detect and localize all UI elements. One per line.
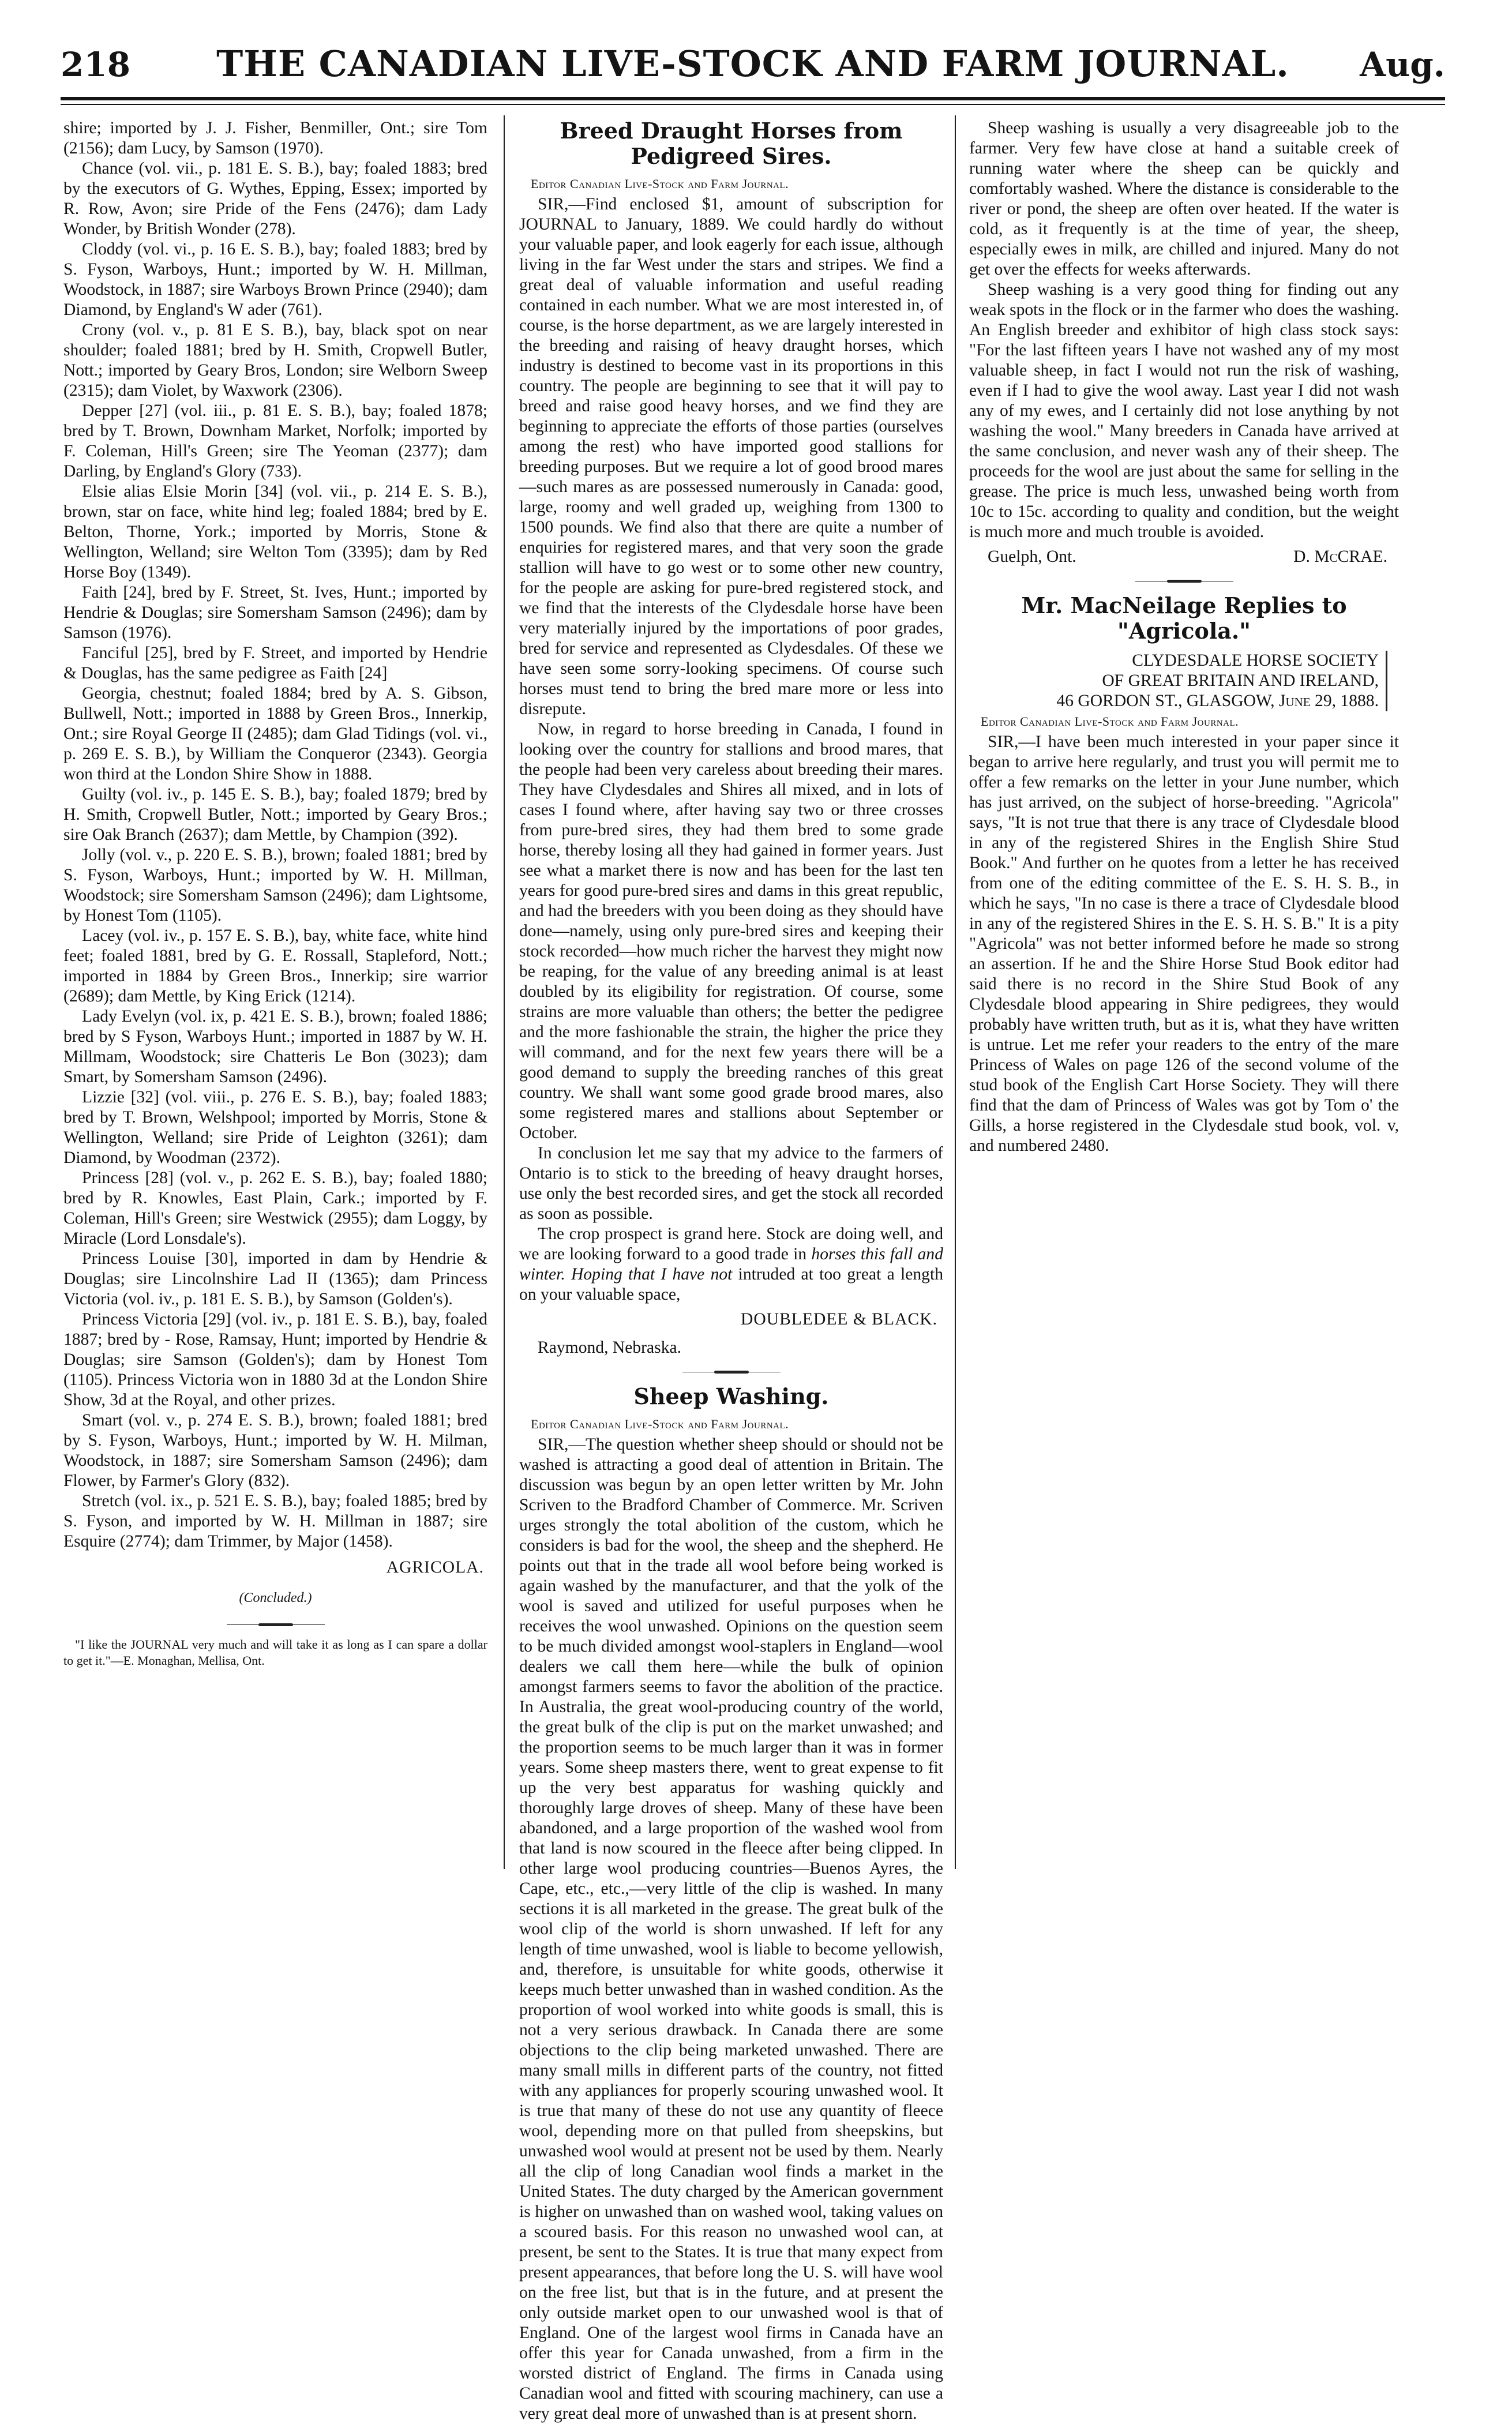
stud-entry: Lady Evelyn (vol. ix, p. 421 E. S. B.), brown; foaled 1886; bred by S Fyson, Warboys Hunt.; imported in 1887 by W. H. Millmam, Woodstock; sire Chatteris Le Bon (3023); dam Smart, by Somersham Samson (2496). [63,1007,487,1086]
publication-title: THE CANADIAN LIVE-STOCK AND FARM JOURNAL. [216,43,1289,85]
editor-address-line: Editor Canadian Live-Stock and Farm Journal. [981,714,1239,729]
stud-entry: Stretch (vol. ix., p. 521 E. S. B.), bay; foaled 1885; bred by S. Fyson, and imported by W. H. Millman in 1887; sire Esquire (2774); dam Trimmer, by Major (1458). [63,1492,487,1551]
column-divider-2 [955,115,956,1869]
column-divider-1 [504,115,505,1869]
article-headline-draught-horses: Breed Draught Horses from Pedigreed Sires. [560,118,903,169]
stud-entry: Princess Louise [30], imported in dam by Hendrie & Douglas; sire Lincolnshire Lad II (1365); dam Princess Victoria (vol. iv., p. 181 E. S. B.), by Samson (Golden's). [63,1249,487,1308]
stud-entry: Faith [24], bred by F. Street, St. Ives, Hunt.; imported by Hendrie & Douglas; sire Somersham Samson (2496); dam by Samson (1976). [63,583,487,642]
stud-entry: Lizzie [32] (vol. viii., p. 276 E. S. B.), bay; foaled 1883; bred by T. Brown, Welshpool; imported by Morris, Stone & Wellington, Welland; sire Pride of Leighton (3261); dam Diamond, by Woodman (2372). [63,1088,487,1167]
issue-month: Aug. [1360,45,1445,84]
stud-entry: Fanciful [25], bred by F. Street, and imported by Hendrie & Douglas, has the same pedigree as Faith [24] [63,644,487,682]
column-stud-list [63,118,487,1860]
stud-entry: Princess Victoria [29] (vol. iv., p. 181 E. S. B.), bay, foaled 1887; bred by - Rose, Ramsay, Hunt; imported by Hendrie & Douglas; sire Samson (Golden's); dam by Honest Tom (1105). Princess Victoria won in 1880 3d at the London Shire Show, 3d at the Royal, and other prizes. [63,1310,487,1409]
italic-text: horses this fall and winter. Hoping that I have not [519,1245,943,1284]
author-signature: DOUBLEDEE & BLACK. [740,1310,937,1329]
stud-entry: Depper [27] (vol. iii., p. 81 E. S. B.), bay; foaled 1878; bred by T. Brown, Downham Market, Norfolk; imported by F. Coleman, Hill's Green; sire The Yeoman (2377); dam Darling, by England's Glory (733). [63,402,487,481]
article-paragraph: SIR,—Find enclosed $1, amount of subscription for JOURNAL to January, 1889. We could hardly do without your valuable paper, and look eagerly for each issue, although living in the far West under the stars and stripes. We find a great deal of valuable information and useful reading contained in each number. What we are most interested in, of course, is the horse department, as we are largely interested in the breeding and raising of heavy draught horses, which industry is destined to become vast in its proportions in this country. The people are beginning to see that it will pay to breed and raise good heavy horses, and we find they are beginning to appreciate the efforts of those parties (ourselves among the rest) who have imported good stallions for breeding purposes. But we require a lot of good brood mares—such mares as are possessed numerously in Canada: good, large, roomy and well graded up, weighing from 1300 to 1500 pounds. We find also that there are quite a number of enquiries for registered mares, and that very soon the grade stallion will have to go west or to some other new country, for the people are asking for pure-bred registered stock, and we find that the interests of the Clydesdale horse have been very materially injured by the importations of poor grades, bred for service and represented as Clydesdales. Of these we have seen some sorry-looking specimens. Of course such horses must tend to bring the bred mare more or less into disrepute. [519,195,943,718]
article-paragraph: Sheep washing is a very good thing for finding out any weak spots in the flock or in the farmer who does the washing. An English breeder and exhibitor of high class stock says: "For the last fifteen years I have not washed any of my most valuable sheep, in fact I would not run the risk of washing, even if I had to give the wool away. Last year I did not wash any of my ewes, and I certainly did not lose anything by not washing the wool." Many breeders in Canada have arrived at the same conclusion, and never wash any of their sheep. The proceeds for the wool are just about the same for selling in the grease. The price is much less, unwashed being worth from 10c to 15c. according to quality and condition, but the weight is much more and much trouble is avoided. [969,280,1399,541]
stud-entry: Georgia, chestnut; foaled 1884; bred by A. S. Gibson, Bullwell, Nott.; imported in 1888 by Green Bros., Innerkip, Ont.; sire Royal George II (2485); dam Glad Tidings (vol. vi., p. 269 E. S. B.), by William the Conqueror (2343). Georgia won third at the London Shire Show in 1888. [63,684,487,783]
reader-quote: "I like the JOURNAL very much and will take it as long as I can spare a dollar to get it."—E. Monaghan, Mellisa, Ont. [63,1637,487,1668]
column-right [969,118,1399,1860]
sender-address [969,651,1387,711]
stud-entry: Jolly (vol. v., p. 220 E. S. B.), brown; foaled 1881; bred by S. Fyson, Warboys, Hunt.; imported by W. H. Millman, Woodstock; sire Somersham Samson (2496); dam Lightsome, by Honest Tom (1105). [63,846,487,925]
masthead [61,40,1445,92]
author-signature: D. McCRAE. [1293,547,1387,566]
article-headline-macneilage: Mr. MacNeilage Replies to "Agricola." [1021,592,1347,644]
stud-entry: Guilty (vol. iv., p. 145 E. S. B.), bay; foaled 1879; bred by H. Smith, Cropwell Butler, Nott.; imported by Geary Bros.; sire Oak Branch (2637); dam Mettle, by Champion (392). [63,785,487,844]
stud-entry: Cloddy (vol. vi., p. 16 E. S. B.), bay; foaled 1883; bred by S. Fyson, Warboys, Hunt.; imported by W. H. Millman, Woodstock, in 1887; sire Warboys Brown Prince (2940); dam Diamond, by England's W ader (761). [63,240,487,319]
concluded-note: (Concluded.) [239,1590,312,1605]
dateline-place: Raymond, Nebraska. [538,1338,682,1357]
article-paragraph: SIR,—I have been much interested in your paper since it began to arrive here regularly, and trust you will permit me to offer a few remarks on the letter in your June number, which has just arrived, on the subject of horse-breeding. "Agricola" says, "It is not true that there is any trace of Clydesdale blood in any of the registered Shires in the English Shire Stud Book." And further on he quotes from a letter he has received from one of the editing committee of the E. S. H. S. B., in which he says, "In no case is there a trace of Clydesdale blood in any of the registered Shires in the E. S. H. S. B." It is a pity "Agricola" was not better informed before he made so strong an assertion. If he and the Shire Horse Stud Book editor had said there is no record in the Shire Stud Book of any Clydesdale blood appearing in Shire pedigrees, they would probably have written truth, but as it is, what they have written is untrue. Let me refer your readers to the entry of the mare Princess of Wales on page 126 of the second volume of the stud book of the English Cart Horse Society. They will there find that the dam of Princess of Wales was got by Tom o' the Gills, a horse registered in the Clydesdale stud book, vol. v, and numbered 2480. [969,733,1399,1155]
paragraph-text: intruded at too great a length on your valuable space, [519,1265,943,1304]
address-line: OF GREAT BRITAIN AND IRELAND, [1102,671,1379,690]
article-paragraph [519,1224,943,1305]
dateline-place: Guelph, Ont. [988,547,1076,566]
section-ornament [227,1623,325,1626]
signature-row [969,547,1399,567]
article-paragraph: In conclusion let me say that my advice to the farmers of Ontario is to stick to the breeding of heavy draught horses, use only the best recorded sires, and get the stock all recorded as soon as possible. [519,1144,943,1223]
paragraph-text: The crop prospect is grand here. Stock are doing well, and we are looking forward to a good trade in [519,1225,943,1263]
column-middle [519,118,943,2423]
stud-entry: shire; imported by J. J. Fisher, Benmiller, Ont.; sire Tom (2156); dam Lucy, by Samson (1970). [63,119,487,157]
article-paragraph: SIR,—The question whether sheep should or should not be washed is attracting a good deal of attention in Britain. The discussion was begun by an open letter written by Mr. John Scriven to the Bradford Chamber of Commerce. Mr. Scriven urges strongly the total abolition of the custom, which he considers is bad for the wool, the sheep and the shepherd. He points out that in the trade all wool before being worked is again washed by the manufacturer, and that the yolk of the wool is saved and utilized for useful purposes when he receives the wool unwashed. Opinions on the question seem to be much divided amongst wool-staplers in England—wool dealers we call them here—while the bulk of opinion amongst farmers seems to favor the abolition of the practice. In Australia, the great wool-producing country of the world, the great bulk of the clip is put on the market unwashed; and the proportion seems to be much larger than it was in former years. Some sheep masters there, went to great expense to fit up the very best apparatus for washing quickly and thoroughly large droves of sheep. Many of these have been abandoned, and a large proportion of the washed wool from that land is now scoured in the fleece after being clipped. In other large wool producing countries—Buenos Ayres, the Cape, etc., etc.,—very little of the clip is washed. In many sections it is all marketed in the grease. The great bulk of the wool clip of the world is shorn unwashed. If left for any length of time unwashed, wool is liable to become yellowish, and, therefore, is unsuitable for white goods, otherwise it keeps much better unwashed than in washed condition. As the proportion of wool worked into white goods is small, this is not a very serious drawback. In Canada there are some objections to the clip being marketed unwashed. There are many small mills in different parts of the country, not fitted with any appliances for properly scouring unwashed wool. It is true that many of these do not use any quantity of fleece wool, depending more on that pulled from sheepskins, but unwashed wool would at present not be used by them. Nearly all the clip of long Canadian wool finds a market in the United States. The duty charged by the American government is higher on unwashed than on washed wool, taking values on a scoured basis. For this reason no unwashed wool can, at present, be sent to the States. It is true that many expect from present appearances, that before long the U. S. will have wool on the free list, but that is in the future, and at present the only outside market open to our unwashed wool is that of England. One of the largest wool firms in Canada have an offer this year for Canada unwashed, from a firm in the worsted district of England. The firms in Canada using Canadian wool and fitted with scouring machinery, can use a very great deal more of unwashed than is at present shorn. [519,1435,943,2423]
article-paragraph: Now, in regard to horse breeding in Canada, I found in looking over the country for stallions and brood mares, that the people had been very careless about breeding their mares. They have Clydesdales and Shires all mixed, and in lots of cases I found where, after having say two or three crosses from pure-bred sires, they had them bred to some grade horse, thereby losing all they had gained in former years. Just see what a market there is now and has been for the last ten years for good pure-bred sires and dams in this great republic, and had the breeders with you been doing as they should have done—namely, using only pure-bred sires and keeping their stock recorded—how much richer the harvest they might now be reaping, for the value of any breeding animal is at least doubled by its eligibility for registration. Of course, some strains are more valuable than others; the better the pedigree and the more fashionable the strain, the higher the price they will command, and for the next few years there will be a good demand to supply the breeding ranches of this great country. We shall want some good grade brood mares, also some registered mares and stallions about September or October. [519,720,943,1142]
stud-entry: Chance (vol. vii., p. 181 E. S. B.), bay; foaled 1883; bred by the executors of G. Wythes, Epping, Essex; imported by R. Row, Avon; sire Pride of the Fens (2476); dam Lady Wonder, by British Wonder (278). [63,159,487,238]
article-headline-sheep-washing: Sheep Washing. [633,1383,829,1409]
stud-entry: Lacey (vol. iv., p. 157 E. S. B.), bay, white face, white hind feet; foaled 1881, bred by G. E. Rossall, Stapleford, Nott.; imported in 1884 by Green Bros., Innerkip; sire warrior (2689); dam Mettle, by King Erick (1214). [63,926,487,1005]
page-number: 218 [61,45,131,84]
editor-address-line: Editor Canadian Live-Stock and Farm Journal. [531,177,789,191]
article-paragraph: Sheep washing is usually a very disagreeable job to the farmer. Very few have close at hand a suitable creek of running water where the sheep can be quickly and comfortably washed. Where the distance is considerable to the river or pond, the sheep are often over heated. If the water is cold, as it frequently is at the time of year, the sheep, especially ewes in milk, are chilled and injured. Many do not get over the effects for weeks afterwards. [969,119,1399,279]
stud-entry: Smart (vol. v., p. 274 E. S. B.), brown; foaled 1881; bred by S. Fyson, Warboys, Hunt.; imported by W. H. Milman, Woodstock, in 1887; sire Somersham Samson (2496); dam Flower, by Farmer's Glory (832). [63,1411,487,1490]
masthead-rule-thin [61,104,1445,105]
editor-address-line: Editor Canadian Live-Stock and Farm Journal. [531,1417,789,1431]
author-signature: AGRICOLA. [386,1558,484,1577]
stud-entry: Princess [28] (vol. v., p. 262 E. S. B.), bay; foaled 1880; bred by R. Knowles, East Plain, Cark.; imported by F. Coleman, Hill's Green; sire Westwick (2955); dam Loggy, by Miracle (Lord Lonsdale's). [63,1169,487,1248]
masthead-rule-thick [61,97,1445,100]
section-ornament [1135,580,1233,583]
address-line: 46 GORDON ST., GLASGOW, June 29, 1888. [1056,692,1379,710]
address-line: CLYDESDALE HORSE SOCIETY [1132,651,1379,670]
section-ornament [682,1371,781,1374]
stud-entry: Crony (vol. v., p. 81 E S. B.), bay, black spot on near shoulder; foaled 1881; bred by H. Smith, Cropwell Butler, Nott.; imported by Geary Bros, London; sire Welborn Sweep (2315); dam Violet, by Waxwork (2306). [63,321,487,400]
stud-entry: Elsie alias Elsie Morin [34] (vol. vii., p. 214 E. S. B.), brown, star on face, white hind leg; foaled 1884; bred by E. Belton, Thorne, York.; imported by Morris, Stone & Wellington, Welland; sire Welton Tom (3395); dam by Red Horse Boy (1349). [63,482,487,581]
